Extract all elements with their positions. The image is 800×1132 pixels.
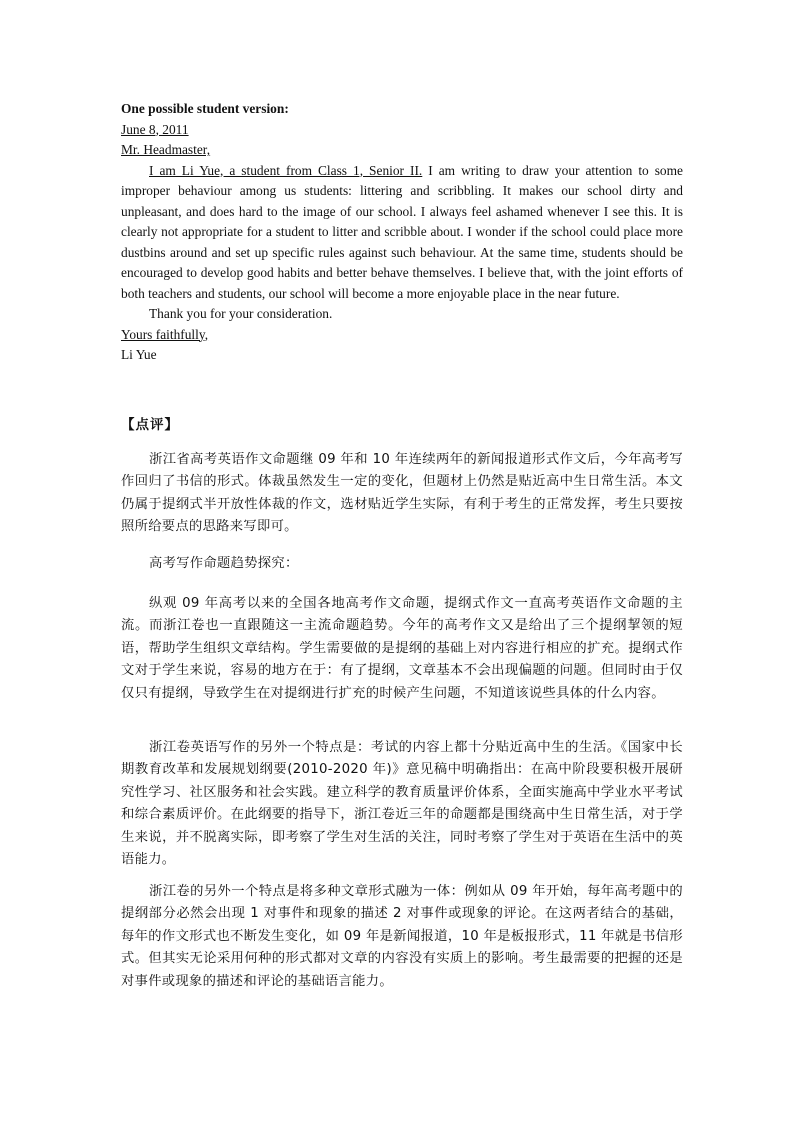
letter-salutation-text: Mr. Headmaster,	[121, 142, 211, 157]
review-paragraph-1: 浙江省高考英语作文命题继 09 年和 10 年连续两年的新闻报道形式作文后，今年高考写作回归了书信的形式。体裁虽然发生一定的变化，但题材上仍然是贴近高中生日常生活。本文仍属于提纲式半开放性体裁的作文，选材贴近学生实际，有利于考生的正常发挥，考生只要按照所给要点的思路来写即可。	[121, 452, 683, 535]
letter-closing	[121, 325, 683, 346]
letter-intro: I am Li Yue, a student from Class 1, Senior II.	[149, 162, 423, 178]
letter-signature: Li Yue	[121, 347, 157, 362]
letter-salutation	[121, 140, 683, 161]
letter-closing-text: Yours faithfully,	[121, 326, 209, 342]
letter-body-text: I am writing to draw your attention to some improper behaviour among us students: littering and scribbling. It makes our school dirty and unpleasant, and does hard to the image of our school. I always feel ashamed whenever I see this. It is clearly not appropriate for a student to litter and scribble about. I wonder if the school could place more dustbins around and set up specific rules against such behaviour. At the same time, students should be encouraged to develop good habits and better behave themselves. I believe that, with the joint efforts of both teachers and students, our school will become a more enjoyable place in the near future.	[121, 162, 683, 301]
review-paragraph-5: 浙江卷的另外一个特点是将多种文章形式融为一体：例如从 09 年开始，每年高考题中的提纲部分必然会出现 1 对事件和现象的描述 2 对事件或现象的评论。在这两者结合的基础，每年的作文形式也不断发生变化，如 09 年是新闻报道，10 年是板报形式，11 年就是书信形式。但其实无论采用何种的形式都对文章的内容没有实质上的影响。考生最需要的把握的还是对事件或现象的描述和评论的基础语言能力。	[121, 884, 683, 989]
letter-date	[121, 120, 683, 141]
letter-thanks: Thank you for your consideration.	[149, 306, 333, 321]
review-paragraph-2: 高考写作命题趋势探究：	[149, 556, 299, 571]
letter-heading: One possible student version:	[121, 101, 289, 116]
review-paragraph-3: 纵观 09 年高考以来的全国各地高考作文命题，提纲式作文一直高考英语作文命题的主流。而浙江卷也一直跟随这一主流命题趋势。今年的高考作文又是给出了三个提纲挈领的短语，帮助学生组织文章结构。学生需要做的是提纲的基础上对内容进行相应的扩充。提纲式作文对于学生来说，容易的地方在于：有了提纲，文章基本不会出现偏题的问题。但同时由于仅仅只有提纲，导致学生在对提纲进行扩充的时候产生问题，不知道该说些具体的什么内容。	[121, 596, 683, 701]
student-letter	[121, 99, 683, 366]
letter-date-text: June 8, 2011	[121, 121, 189, 137]
letter-body	[121, 161, 683, 305]
review-paragraph-4: 浙江卷英语写作的另外一个特点是：考试的内容上都十分贴近高中生的生活。《国家中长期教育改革和发展规划纲要(2010-2020 年)》意见稿中明确指出：在高中阶段要积极开展研究性学习、社区服务和社会实践。建立科学的教育质量评价体系，全面实施高中学业水平考试和综合素质评价。在此纲要的指导下，浙江卷近三年的命题都是围绕高中生日常生活，对于学生来说，并不脱离实际，即考察了学生对生活的关注，同时考察了学生对于英语在生活中的英语能力。	[121, 740, 683, 868]
review-heading: 【点评】	[121, 417, 179, 433]
